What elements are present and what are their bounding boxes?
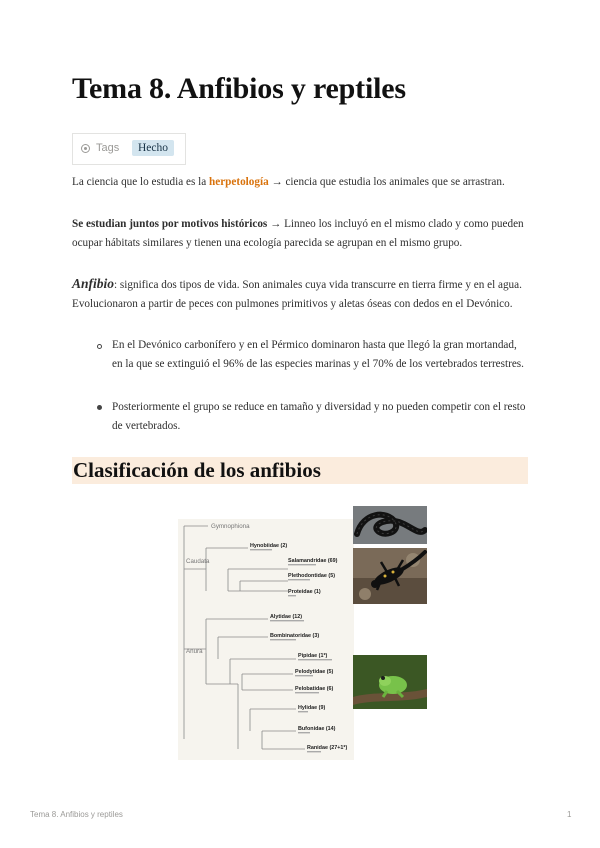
taxon-sublabel <box>288 579 310 580</box>
heading-text: Clasificación de los anfibios <box>73 458 321 482</box>
tag-badge[interactable]: Hecho <box>132 140 174 156</box>
paragraph-historic <box>72 215 528 252</box>
taxon-label: Hylidae (9) <box>298 705 326 711</box>
section-heading <box>72 457 528 484</box>
term-anfibio: Anfibio <box>72 276 115 291</box>
taxon-sublabel <box>270 639 296 640</box>
list-item: En el Devónico carbonífero y en el Pérmico dominaron hasta que llegó la gran mortandad, en la que se extinguió el 96% de las especies marinas y el 70% de los vertebrados terrestres. <box>112 339 524 370</box>
page-number: 1 <box>567 810 572 819</box>
taxon-sublabel <box>295 675 313 676</box>
taxon-label: Hynobiidae (2) <box>250 543 288 549</box>
snake-photo <box>353 506 427 544</box>
text: → ciencia que estudia los animales que se arrastran. <box>268 176 505 188</box>
taxon-label: Pelodytidae (5) <box>295 669 334 675</box>
page-title: Tema 8. Anfibios y reptiles <box>72 72 406 105</box>
bullet-marker <box>97 344 102 349</box>
taxon-sublabel <box>250 549 272 550</box>
taxon-label: Proteidae (1) <box>288 589 321 595</box>
taxon-sublabel <box>298 732 310 733</box>
group-label: Caudata <box>186 558 210 565</box>
paragraph-herpetologia <box>72 173 528 192</box>
bullet-marker <box>97 405 102 410</box>
taxon-sublabel <box>307 751 321 752</box>
taxon-sublabel <box>298 659 332 660</box>
group-label: Gymnophiona <box>211 523 250 530</box>
tag-icon <box>81 144 90 153</box>
salamander-photo <box>353 548 427 604</box>
taxon-sublabel <box>298 711 308 712</box>
list-item: Posteriormente el grupo se reduce en tamaño y diversidad y no pueden competir con el resto de vertebrados. <box>112 401 526 432</box>
taxon-label: Pelobatidae (6) <box>295 686 334 692</box>
taxon-label: Bombinatoridae (3) <box>270 633 320 639</box>
taxon-label: Alytidae (12) <box>270 614 303 620</box>
taxon-label: Salamandridae (69) <box>288 558 338 564</box>
bold-text: Se estudian juntos por motivos históricos <box>72 218 268 230</box>
highlight-herpetologia: herpetología <box>209 176 269 188</box>
text: La ciencia que lo estudia es la <box>72 176 209 188</box>
text: → Linneo los incluyó en el mismo clado y como pueden ocupar hábitats similares y tienen una ecología parecida se agrupan en el mismo grupo. <box>72 218 524 249</box>
footer-title: Tema 8. Anfibios y reptiles <box>30 810 123 819</box>
tags-label: Tags <box>96 142 120 154</box>
text: : significa dos tipos de vida. Son animales cuya vida transcurre en tierra firme y en el agua. Evolucionaron a partir de peces con pulmones primitivos y aletas óseas con dedos en el Devónico. <box>72 279 522 310</box>
taxon-label: Plethodontidae (5) <box>288 573 336 579</box>
paragraph-anfibio <box>72 275 528 313</box>
taxon-label: Ranidae (27+1*) <box>307 745 348 751</box>
tags-property[interactable] <box>72 133 186 165</box>
taxon-sublabel <box>295 692 319 693</box>
amphibian-phylogeny-figure <box>178 519 354 760</box>
group-label: Anura <box>186 648 203 655</box>
tree-frog-photo <box>353 655 427 709</box>
taxon-sublabel <box>270 620 304 621</box>
taxon-label: Bufonidae (14) <box>298 726 336 732</box>
taxon-label: Pipidae (1*) <box>298 653 328 659</box>
taxon-sublabel <box>288 595 296 596</box>
taxon-sublabel <box>288 564 316 565</box>
